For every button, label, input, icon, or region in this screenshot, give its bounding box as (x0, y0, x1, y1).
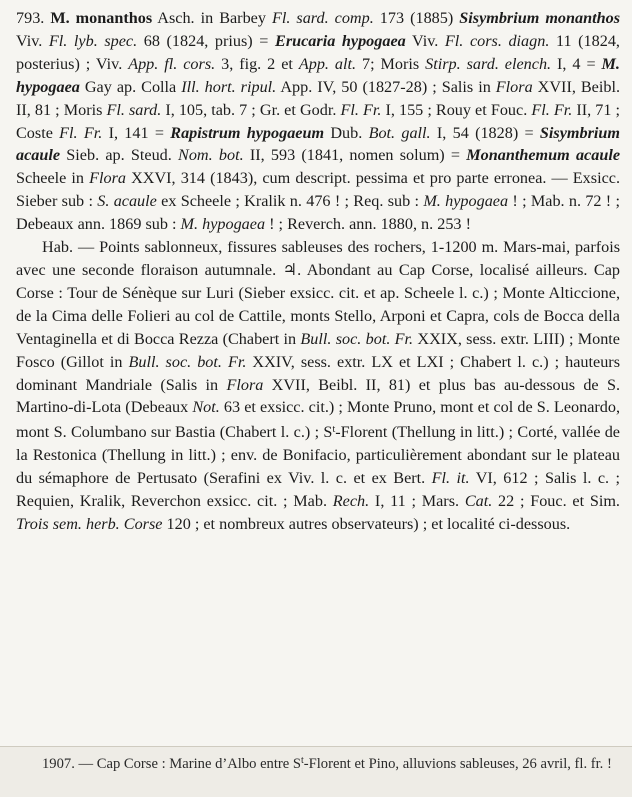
text-run: 7; Moris (356, 54, 426, 73)
styled-text-run: Sisymbrium monanthos (459, 9, 621, 27)
styled-text-run: Flora (226, 375, 264, 394)
styled-text-run: Fl. Fr. (59, 123, 103, 142)
text-run: I, 105, tab. 7 ; Gr. et Godr. (161, 100, 341, 119)
styled-text-run: App. fl. cors. (128, 54, 216, 73)
styled-text-run: Monanthemum acaule (466, 146, 621, 165)
text-run: II, 593 (1841, nomen solum) = (243, 146, 467, 165)
text-run: 63 et exsicc. cit.) ; Monte Pruno, mont et col de S. Leonardo, mont S. Columbano sur Bastia (Chabert l. c.) ; S (16, 398, 621, 442)
text-run: XXVI, 314 (1843), cum descript. pessima et pro parte erronea. — Exsicc. Sieber sub : (16, 169, 620, 211)
text-run: I, 4 = (551, 54, 602, 73)
styled-text-run: Rech. (332, 492, 370, 511)
text-run: Gay ap. Colla (79, 77, 182, 96)
styled-text-run: Not. (192, 398, 220, 417)
text-run: I, 54 (1828) = (430, 123, 540, 142)
text-run: 120 ; et nombreux autres observateurs) ; et localité ci-dessous. (162, 514, 571, 533)
styled-text-run: Fl. it. (431, 469, 470, 488)
text-run: Viv. (405, 31, 445, 50)
styled-text-run: Trois sem. herb. Corse (16, 514, 163, 533)
styled-text-run: M. hypogaea (423, 192, 509, 211)
text-run: I, 11 ; Mars. (369, 492, 465, 511)
text-run: XXIV, sess. extr. LX et LXI ; Chabert l. c.) ; hauteurs dominant Mandriale (Salis in (16, 352, 620, 394)
styled-text-run: Erucaria hypogaea (275, 31, 406, 50)
styled-text-run: Nom. bot. (178, 146, 244, 165)
text-run: VI, 612 ; Salis l. c. ; Requien, Kralik, Reverchon exsicc. cit. ; Mab. (16, 469, 621, 511)
styled-text-run: S. acaule (97, 192, 157, 211)
nomenclature-text (16, 9, 620, 233)
text-run: Scheele in (16, 169, 90, 188)
text-run: I, 155 ; Rouy et Fouc. (381, 100, 532, 119)
text-run: Asch. in Barbey (152, 9, 272, 27)
styled-text-run: Fl. sard. (106, 100, 162, 119)
styled-text-run: Sisymbrium acaule (16, 123, 620, 165)
text-run: -Florent (Thellung in litt.) ; Corté, vallée de la Restonica (Thellung in litt.) ; env. de Bonifacio, particulièrement abondant sur le plateau du sémaphore de Pertusato (Serafini ex Viv. l. c. et ex Bert. (16, 423, 620, 488)
styled-text-run: Cat. (464, 492, 493, 511)
text-run: App. IV, 50 (1827-28) ; Salis in (276, 77, 496, 96)
text-run: 68 (1824, prius) = (137, 31, 276, 50)
text-run: Sieb. ap. Steud. (60, 146, 179, 165)
text-run: 3, fig. 2 et (215, 54, 299, 73)
text-run: XVII, Beibl. II, 81) et plus bas au-dessous de S. Martino-di-Lota (Debeaux (16, 375, 620, 417)
styled-text-run: Fl. Fr. (531, 100, 573, 119)
styled-text-run: App. alt. (298, 54, 357, 73)
species-name: M. monanthos (50, 9, 153, 27)
text-run: Viv. (16, 31, 49, 50)
nomenclature-paragraph (16, 7, 620, 236)
styled-text-run: Flora (89, 169, 126, 188)
styled-text-run: Ill. hort. ripul. (181, 77, 277, 96)
styled-text-run: Fl. cors. diagn. (444, 31, 550, 50)
footnote (0, 746, 632, 797)
text-run: -Florent et Pino, alluvions sableuses, 26 avril, fl. fr. ! (303, 756, 612, 772)
styled-text-run: Bull. soc. bot. Fr. (300, 329, 414, 348)
styled-text-run: t (301, 755, 304, 766)
text-run: ! ; Mab. n. 72 ! ; Debeaux ann. 1869 sub : (16, 192, 620, 234)
text-run: ex Scheele ; Kralik n. 476 ! ; Req. sub : (156, 192, 424, 211)
styled-text-run: Bull. soc. bot. Fr. (128, 352, 247, 371)
styled-text-run: Flora (495, 77, 533, 96)
styled-text-run: M. hypogaea (180, 215, 266, 234)
text-run: 22 ; Fouc. et Sim. (492, 492, 620, 511)
styled-text-run: Rapistrum hypogaeum (170, 123, 325, 142)
footnote-text (16, 751, 620, 774)
text-run: 173 (1885) (373, 9, 460, 27)
text-run: I, 141 = (102, 123, 171, 142)
styled-text-run: t (332, 424, 336, 436)
text-run: II, 71 ; Coste (16, 100, 621, 142)
text-run: XVII, Beibl. II, 81 ; Moris (16, 77, 620, 119)
styled-text-run: Bot. gall. (368, 123, 431, 142)
text-run: Dub. (324, 123, 369, 142)
entry-number: 793. (16, 9, 45, 27)
styled-text-run: Fl. sard. comp. (271, 9, 374, 27)
text-run: Hab. — Points sablonneux, fissures sableuses des rochers, 1-1200 m. Mars-mai, parfois avec une seconde floraison autumnale. ♃. Abondant au Cap Corse, localisé ailleurs. Cap Corse : Tour de Sénèque sur Luri (Sieber exsicc. cit. et ap. Scheele l. c.) ; Monte Alticcione, de la Cima delle Folieri au col de Cattile, monts Stello, Arponi et Capra, cols de Bocca della Ventaginella et di Bocca Rezza (Chabert in (16, 238, 620, 348)
text-run: 1907. — Cap Corse : Marine d’Albo entre S (42, 756, 301, 772)
text-run: XXIX, sess. extr. LIII) ; Monte Fosco (Gillot in (16, 329, 620, 371)
styled-text-run: M. hypogaea (16, 54, 620, 96)
text-run: 11 (1824, posterius) ; Viv. (16, 31, 620, 73)
styled-text-run: Stirp. sard. elench. (425, 54, 552, 73)
habitat-paragraph (16, 236, 620, 536)
text-run: ! ; Reverch. ann. 1880, n. 253 ! (265, 215, 471, 234)
species-entry (16, 7, 620, 536)
styled-text-run: Fl. Fr. (340, 100, 382, 119)
styled-text-run: Fl. lyb. spec. (48, 31, 138, 50)
